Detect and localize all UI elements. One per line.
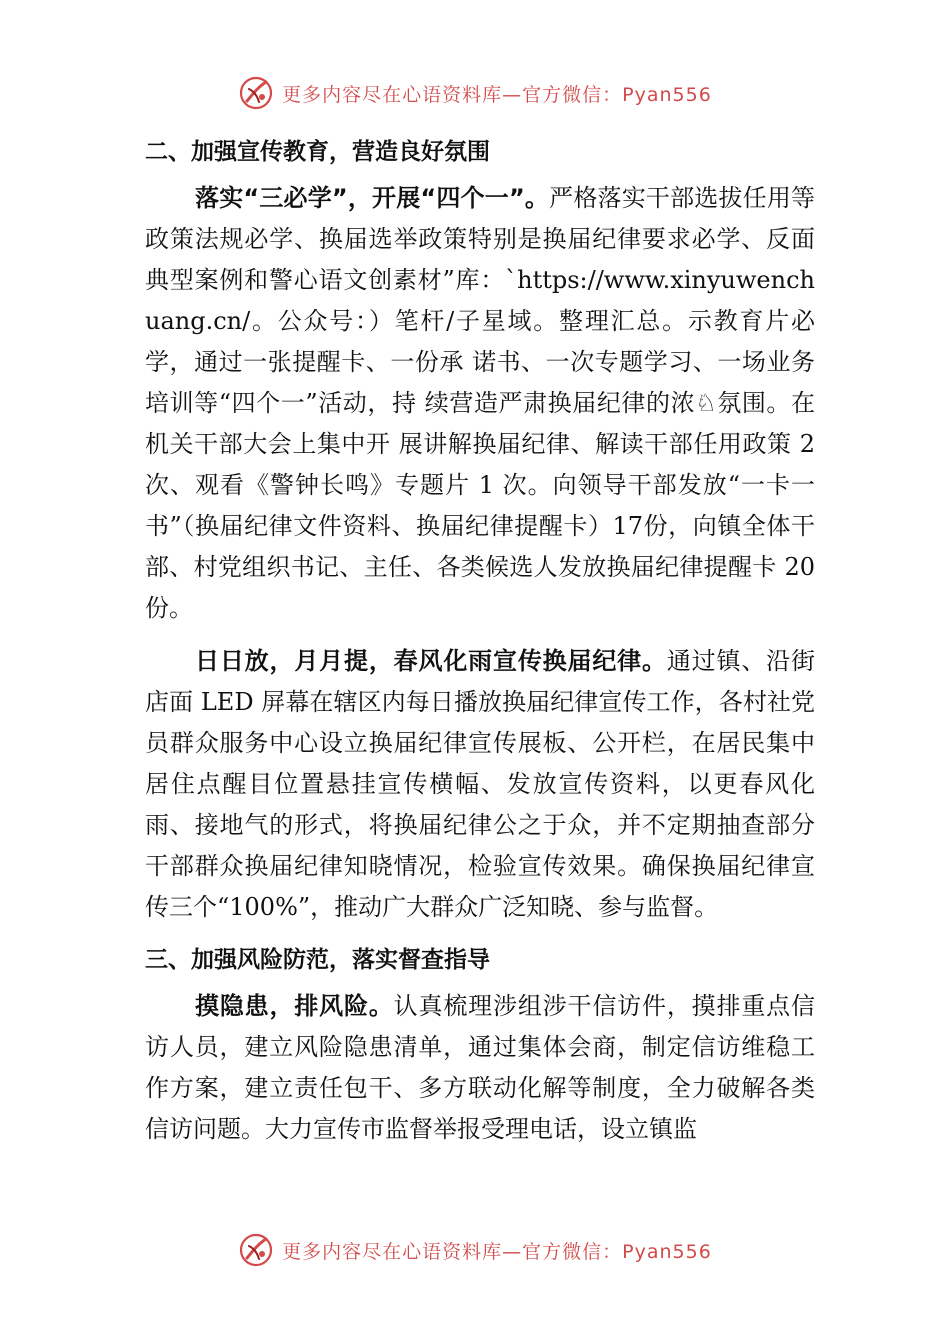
- paragraph-2-body: 通过镇、沿街店面 LED 屏幕在辖区内每日播放换届纪律宣传工作，各村社党员群众服务中心设立换届纪律宣传展板、公开栏，在居民集中居住点醒目位置悬挂宣传横幅、发放宣传资料，以更春风化雨、接地气的形式，将换届纪律公之于众，并不定期抽查部分干部群众换届纪律知晓情况，检验宣传效果。确保换届纪律宣传三个“100%”，推动广大群众广泛知晓、参与监督。: [145, 647, 816, 921]
- watermark-header: [0, 73, 950, 113]
- document-body: [145, 130, 815, 1162]
- section-heading-3: 三、加强风险防范，落实督查指导: [145, 947, 490, 973]
- paragraph-1: [145, 178, 815, 629]
- paragraph-2-lead: 日日放，月月提，春风化雨宣传换届纪律。: [195, 647, 667, 675]
- section-heading-2: 二、加强宣传教育，营造良好氛围: [145, 139, 490, 165]
- brush-logo-icon: [238, 75, 274, 111]
- paragraph-3: [145, 986, 815, 1150]
- brush-logo-icon: [238, 1232, 274, 1268]
- watermark-text: 更多内容尽在心语资料库—官方微信：Pyan556: [282, 83, 712, 106]
- paragraph-1-body: 严格落实干部选拔任用等政策法规必学、换届选举政策特别是换届纪律要求必学、反面典型案例和警心语文创素材”库：`https://www.xinyuwenchuang.cn/。公众号：）笔杆/子星域。整理汇总。示教育片必学，通过一张提醒卡、一份承 诺书、一次专题学习、一场业务培训等“四个一”活动，持 续营造严肃换届纪律的浓♘氛围。在机关干部大会上集中开 展讲解换届纪律、解读干部任用政策 2 次、观看《警钟长鸣》专题片 1 次。向领导干部发放“一卡一书”（换届纪律文件资料、换届纪律提醒卡）17份，向镇全体干部、村党组织书记、主任、各类候选人发放换届纪律提醒卡 20份。: [145, 184, 816, 622]
- watermark-footer: [0, 1230, 950, 1270]
- paragraph-3-body: 认真梳理涉组涉干信访件，摸排重点信访人员，建立风险隐患清单，通过集体会商，制定信访维稳工作方案，建立责任包干、多方联动化解等制度，全力破解各类信访问题。大力宣传市监督举报受理电话，设立镇监: [145, 992, 816, 1143]
- paragraph-2: [145, 641, 815, 928]
- paragraph-1-lead: 落实“三必学”，开展“四个一”。: [195, 184, 550, 212]
- watermark-text-footer: 更多内容尽在心语资料库—官方微信：Pyan556: [282, 1240, 712, 1263]
- paragraph-3-lead: 摸隐患，排风险。: [195, 992, 394, 1020]
